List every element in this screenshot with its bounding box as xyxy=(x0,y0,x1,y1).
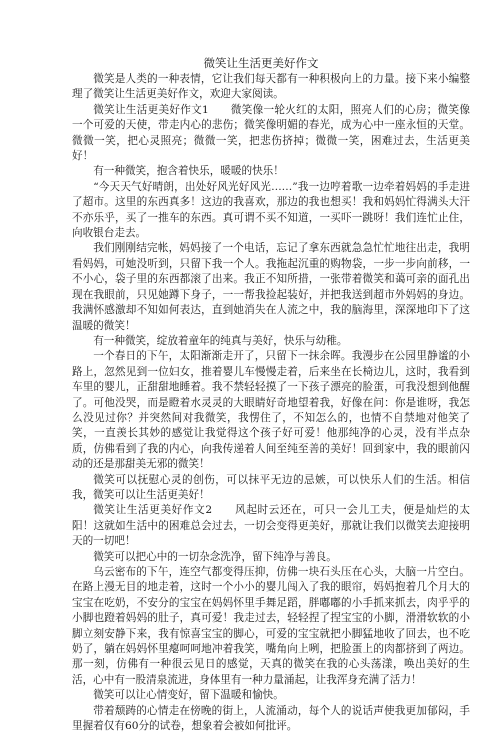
paragraph: 有一种微笑，抱含着快乐，暖暖的快乐！ xyxy=(93,165,284,178)
paragraph: 微笑是人类的一种表情，它让我们每天都有一种积极向上的力量。接下来小编整理了微笑让生活更美好作文，欢迎大家阅读。 xyxy=(72,73,470,101)
paragraph: 微笑可以让心情变好，留下温暖和愉快。 xyxy=(93,689,284,702)
paragraph: 微笑让生活更美好作文1 微笑像一轮火红的太阳，照亮人们的心房；微笑像一个可爱的天使，带走内心的悲伤；微笑像明媚的春光，成为心中一座永恒的天堂。微微一笑，把心灵照亮；微微一笑，把悲伤挤掉；微微一笑，困难过去，生活更美好！ xyxy=(72,103,470,163)
paragraph: 微笑可以抚慰心灵的创伤，可以抹平无边的忌嫉，可以快乐人们的生活。相信我，微笑可以让生活更美好！ xyxy=(72,473,470,501)
paragraph: 乌云密布的下午，连空气都变得压抑，仿佛一块石头压在心头，大脑一片空白。在路上漫无目的地走着，这时一个小小的婴儿闯入了我的眼帘，妈妈抱着几个月大的宝宝在吃奶，不安分的宝宝在妈妈怀里手舞足蹈，胖嘟嘟的小手抓来抓去，肉乎乎的小脚也蹬着妈妈的肚子，真可爱！我走过去，轻轻捏了捏宝宝的小脚，滑滑软软的小脚立刻安静下来，我有惊喜宝宝的脚心，可爱的宝宝就把小脚猛地收了回去，也不吃奶了，躺在妈妈怀里瘪呵呵地冲着我笑，嘴角向上咧，把脸蛋上的肉都挤到了两边。那一刻，仿佛有一种很云见日的感觉，天真的微笑在我的心头荡漾，唤出美好的生活，心中有一股清泉流进，身体里有一种力量涌起，让我浑身充满了活力！ xyxy=(72,566,470,686)
paragraph: 有一种微笑，绽放着童年的纯真与美好，快乐与幼稚。 xyxy=(93,334,348,347)
document-body xyxy=(72,72,470,734)
paragraph: 微笑可以把心中的一切杂念洗净，留下纯净与善良。 xyxy=(93,550,337,563)
paragraph: 带着颓踌的心情走在傍晚的街上，人流涌动，每个人的说话声使我更加郁闷，手里握着仅有60分的试卷，想象着会被如何批评。 xyxy=(72,704,470,733)
paragraph: 我们刚刚结完帐，妈妈接了一个电话，忘记了拿东西就急急忙忙地往出走，我明看妈妈，可她没听到，只留下我一个人。我拖起沉重的购物袋，一步一步向前移，一不小心，袋子里的东西都滚了出来。我正不知所措，一张带着微笑和蔼可亲的面孔出现在我眼前，只见她蹲下身子，一一帮我捡起装好，并把我送到超市外妈妈的身边。我满怀感激却不知如何表达，直到她消失在人流之中，我的脑海里，深深地印下了这温暖的微笑！ xyxy=(72,242,470,332)
document-title: 微笑让生活更美好作文 xyxy=(203,56,319,70)
paragraph: 一个春日的下午，太阳渐渐走开了，只留下一抹余晖。我漫步在公园里静谧的小路上，忽然见到一位妇女，推着婴儿车慢慢走着，后来坐在长椅边儿，这时，我看到车里的婴儿，正甜甜地睡着。我不禁轻轻摸了一下孩子漂亮的脸蛋，可我没想到他醒了。可他没哭，而是瞪着水灵灵的大眼睛好奇地望着我，好像在问：你是谁呀，我怎么没见过你？并突然间对我微笑，我愣住了，不知怎么的，也情不自禁地对他笑了笑，一直羡长其妙的感觉让我觉得这个孩子好可爱！他那纯净的心灵，没有半点杂质，仿佛看到了我的内心，向我传递着人间至纯至善的美好！回到家中，我的眼前闪动的还是那甜美无邪的微笑！ xyxy=(72,350,470,471)
paragraph: “今天天气好晴朗，出处好风光好风光……”我一边哼着歌一边牵着妈妈的手走进了超市。这里的东西真多！这边的我喜欢，那边的我也想买！我和妈妈忙得满头大汗不亦乐乎，买了一推车的东西。真可谓不买不知道，一买吓一跳呀！我们连忙止住，向收银台走去。 xyxy=(72,180,470,240)
paragraph: 微笑让生活更美好作文2 风起时云还在，可只一会儿工夫，便是灿烂的太阳！这就如生活中的困难总会过去，一切会变得更美好，那就让我们以微笑去迎接明天的一切吧！ xyxy=(72,504,470,548)
